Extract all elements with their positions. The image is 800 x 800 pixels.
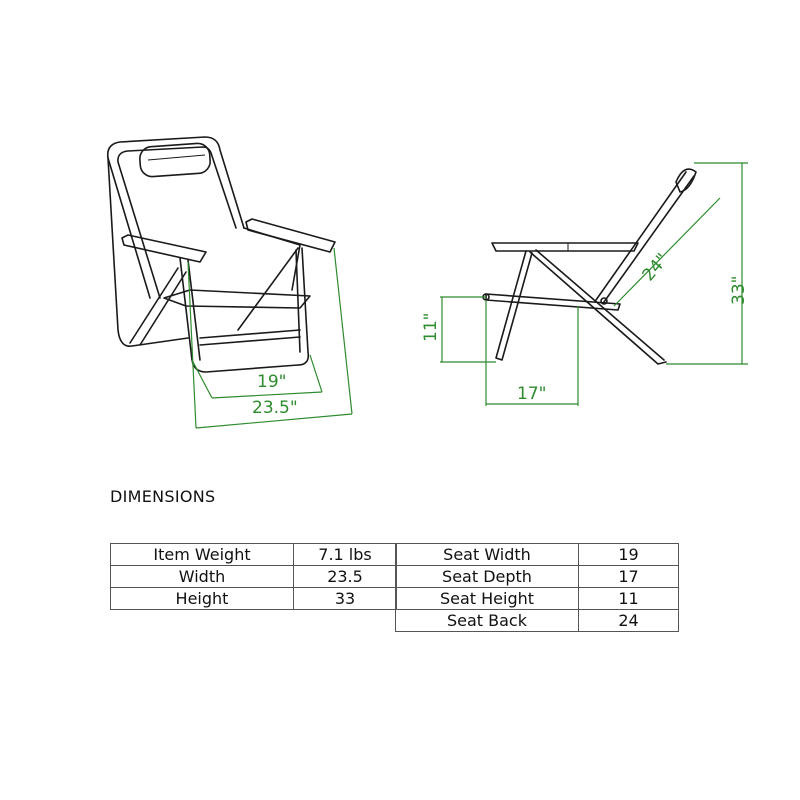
spec-value: 19 [579, 544, 679, 566]
spec-label: Item Weight [111, 544, 294, 566]
table-row [111, 566, 397, 588]
spec-value: 24 [579, 610, 679, 632]
spec-value: 23.5 [294, 566, 397, 588]
table-row [396, 566, 679, 588]
spec-label: Height [111, 588, 294, 610]
side-armrest [492, 243, 638, 251]
spec-table-right [395, 543, 679, 632]
spec-label: Seat Height [396, 588, 579, 610]
front-back-leg [108, 158, 188, 346]
front-seat [164, 290, 310, 308]
spec-label: Width [111, 566, 294, 588]
spec-label: Seat Back [396, 610, 579, 632]
dimensions-heading: DIMENSIONS [110, 487, 216, 506]
side-front-leg [496, 251, 532, 360]
table-row [396, 610, 679, 632]
front-backrest-frame [108, 137, 244, 298]
front-cross-brace [130, 268, 186, 345]
table-row [111, 544, 397, 566]
table-row [396, 588, 679, 610]
side-seat-height-label: 11" [421, 312, 441, 342]
side-seat-back-label: 24" [638, 249, 673, 286]
front-lower-bar [200, 330, 300, 345]
spec-value: 33 [294, 588, 397, 610]
side-seat-rail [486, 294, 620, 310]
spec-table-left [110, 543, 397, 610]
front-backrest-inner [118, 147, 236, 298]
front-seat-width-label: 19" [257, 372, 287, 392]
spec-label: Seat Depth [396, 566, 579, 588]
side-overall-height-label: 33" [729, 275, 749, 305]
side-seat-depth-label: 17" [517, 384, 547, 404]
table-row [396, 544, 679, 566]
spec-label: Seat Width [396, 544, 579, 566]
front-leg-left [180, 258, 298, 372]
front-dimensions [188, 248, 352, 428]
front-cross-brace-right [238, 248, 298, 330]
front-headrest-seam [148, 155, 205, 160]
front-view-chair [108, 137, 335, 372]
spec-value: 11 [579, 588, 679, 610]
side-dimensions [421, 163, 749, 406]
table-row [111, 588, 397, 610]
front-back-leg-right [244, 228, 300, 290]
front-armrest-right [246, 219, 335, 252]
spec-value: 7.1 lbs [294, 544, 397, 566]
front-overall-width-label: 23.5" [252, 398, 298, 418]
spec-value: 17 [579, 566, 679, 588]
